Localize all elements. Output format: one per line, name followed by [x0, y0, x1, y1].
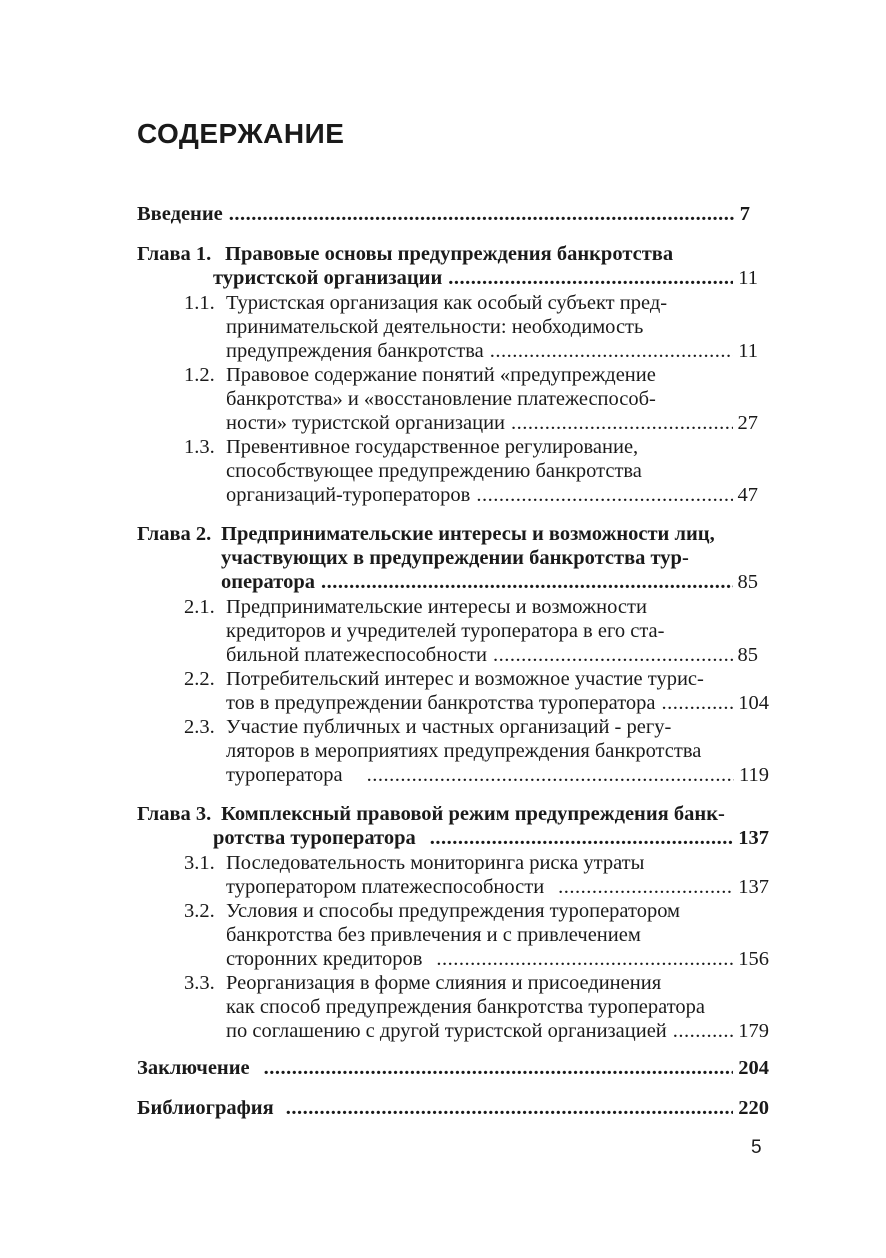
leader-dots [430, 826, 734, 850]
toc-page-number: 27 [737, 412, 758, 434]
toc-entry-chapter-1 [213, 266, 758, 290]
leader-dots [662, 691, 734, 715]
leader-dots [264, 1056, 734, 1080]
section-1-1-line-1: Туристская организация как особый субъект пред- [226, 292, 668, 314]
toc-entry-bibliography [137, 1096, 769, 1120]
leader-dots [436, 947, 733, 971]
section-2-3-line-3: туроператора [226, 764, 343, 786]
section-number: 1.1. [184, 292, 215, 314]
leader-dots [286, 1096, 734, 1120]
leader-dots [321, 570, 733, 594]
section-1-2-line-2: банкротства» и «восстановление платежеспособ- [226, 388, 656, 410]
section-3-1-line-2: туроператором платежеспособности [226, 876, 545, 898]
toc-page-number: 156 [738, 948, 769, 970]
section-1-3-line-3: организаций-туроператоров [226, 484, 471, 506]
section-number: 1.2. [184, 364, 215, 386]
section-number: 3.3. [184, 972, 215, 994]
chapter-3-title-line-2: ротства туроператора [213, 827, 416, 849]
leader-dots [490, 339, 734, 363]
section-1-2-line-3: ности» туристской организации [226, 412, 506, 434]
chapter-1-title-line-1: Правовые основы предупреждения банкротства [225, 243, 674, 265]
section-1-3-line-1: Превентивное государственное регулирование, [226, 436, 639, 458]
toc-entry-section-1-2 [226, 411, 758, 435]
leader-dots [367, 763, 734, 787]
section-2-3-line-2: ляторов в мероприятиях предупреждения банкротства [226, 740, 702, 762]
toc-page-number: 85 [737, 571, 758, 593]
section-3-3-line-3: по соглашению с другой туристской организацией [226, 1020, 667, 1042]
toc-page-number: 179 [738, 1020, 769, 1042]
section-3-2-line-2: банкротства без привлечения и с привлечением [226, 924, 641, 946]
toc-entry-section-1-1 [226, 339, 758, 363]
toc-page-number: 104 [738, 692, 769, 714]
chapter-2-title-line-1: Предпринимательские интересы и возможности лиц, [221, 523, 715, 545]
section-number: 1.3. [184, 436, 215, 458]
section-2-3-line-1: Участие публичных и частных организаций - регу- [226, 716, 672, 738]
toc-page-number: 220 [738, 1097, 769, 1119]
section-number: 2.3. [184, 716, 215, 738]
toc-page-number: 119 [739, 764, 769, 786]
section-2-2-line-1: Потребительский интерес и возможное участие турис- [226, 668, 704, 690]
section-1-1-line-2: принимательской деятельности: необходимость [226, 316, 644, 338]
section-1-3-line-2: способствующее предупреждению банкротства [226, 460, 642, 482]
section-2-1-line-2: кредиторов и учредителей туроператора в его ста- [226, 620, 665, 642]
chapter-3-label: Глава 3. [137, 803, 212, 825]
toc-entry-section-2-2 [226, 691, 769, 715]
leader-dots [511, 411, 732, 435]
toc-page-number: 204 [738, 1057, 769, 1079]
leader-dots [558, 875, 733, 899]
chapter-3-title-line-1: Комплексный правовой режим предупреждения банк- [221, 803, 725, 825]
leader-dots [448, 266, 733, 290]
toc-entry-section-3-3 [226, 1019, 769, 1043]
toc-page-number: 7 [739, 203, 750, 225]
leader-dots [493, 643, 733, 667]
section-number: 3.1. [184, 852, 215, 874]
toc-entry-intro [137, 202, 750, 226]
chapter-2-title-line-2: участвующих в предупреждении банкротства тур- [221, 547, 689, 569]
chapter-2-title-line-3: оператора [221, 571, 315, 593]
toc-entry-section-2-3 [226, 763, 769, 787]
toc-entry-chapter-3 [213, 826, 769, 850]
section-1-2-line-1: Правовое содержание понятий «предупреждение [226, 364, 656, 386]
chapter-1-title-line-2: туристской организации [213, 267, 443, 289]
toc-entry-label: Введение [137, 203, 223, 225]
toc-entry-label: Заключение [137, 1057, 250, 1079]
toc-page-number: 137 [738, 876, 769, 898]
section-number: 2.2. [184, 668, 215, 690]
chapter-2-label: Глава 2. [137, 523, 212, 545]
toc-entry-section-3-2 [226, 947, 769, 971]
toc-page-number: 85 [737, 644, 758, 666]
section-2-1-line-1: Предпринимательские интересы и возможности [226, 596, 647, 618]
section-3-3-line-1: Реорганизация в форме слияния и присоединения [226, 972, 662, 994]
toc-entry-chapter-2 [221, 570, 758, 594]
toc-page-number: 47 [737, 484, 758, 506]
section-number: 3.2. [184, 900, 215, 922]
section-3-3-line-2: как способ предупреждения банкротства туроператора [226, 996, 706, 1018]
toc-page-number: 11 [738, 267, 758, 289]
toc-entry-label: Библиография [137, 1097, 274, 1119]
section-number: 2.1. [184, 596, 215, 618]
page-number: 5 [751, 1137, 762, 1158]
chapter-1-label: Глава 1. [137, 243, 212, 265]
section-1-1-line-3: предупреждения банкротства [226, 340, 484, 362]
section-2-1-line-3: бильной платежеспособности [226, 644, 487, 666]
section-3-2-line-1: Условия и способы предупреждения туроператором [226, 900, 681, 922]
toc-entry-section-3-1 [226, 875, 769, 899]
toc-entry-section-1-3 [226, 483, 758, 507]
toc-entry-section-2-1 [226, 643, 758, 667]
leader-dots [673, 1019, 733, 1043]
toc-page-number: 137 [738, 827, 769, 849]
leader-dots [476, 483, 732, 507]
section-2-2-line-2: тов в предупреждении банкротства туроператора [226, 692, 656, 714]
toc-page-number: 11 [738, 340, 758, 362]
page-title: СОДЕРЖАНИЕ [137, 118, 345, 149]
toc-entry-conclusion [137, 1056, 769, 1080]
section-3-1-line-1: Последовательность мониторинга риска утраты [226, 852, 645, 874]
section-3-2-line-3: сторонних кредиторов [226, 948, 423, 970]
leader-dots [229, 202, 735, 226]
